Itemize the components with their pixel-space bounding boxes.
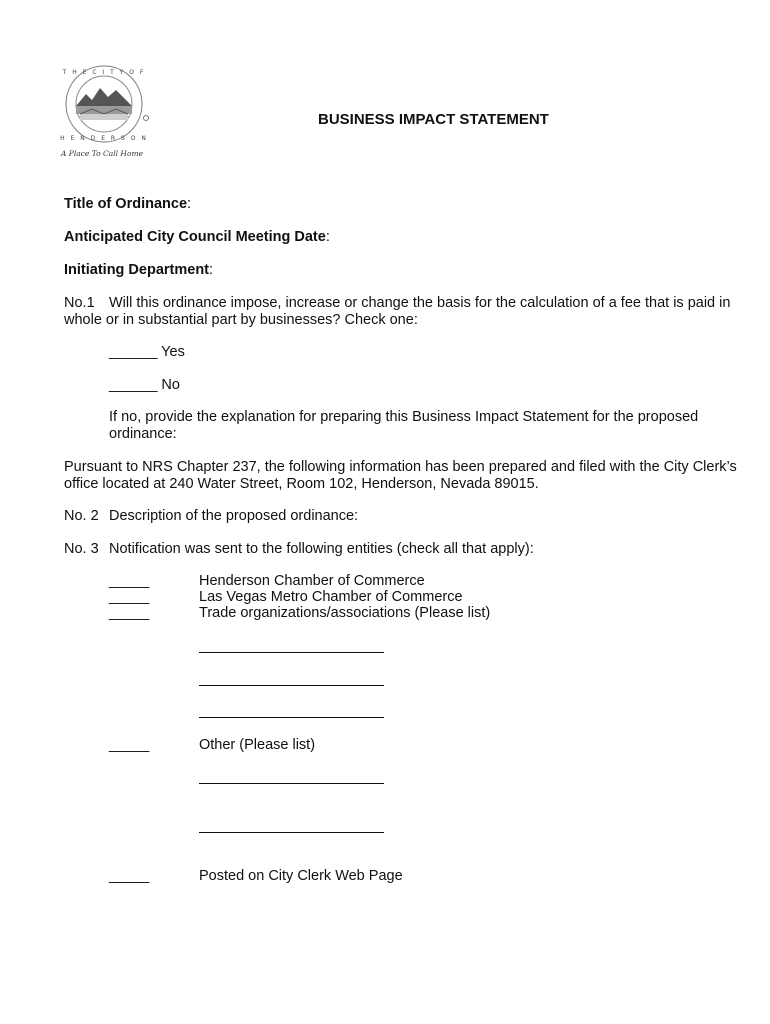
entity-trade-organizations: Trade organizations/associations (Please list): [199, 605, 491, 621]
q1-number: No.1: [64, 295, 95, 311]
trade-org-entry-line[interactable]: [199, 717, 384, 718]
option-label: Yes: [161, 344, 185, 360]
q2-text: Description of the proposed ordinance:: [109, 508, 359, 524]
entity-checkbox-blank[interactable]: _____: [109, 868, 150, 884]
entity-checkbox-blank[interactable]: _____: [109, 573, 150, 589]
q2-number: No. 2: [64, 508, 99, 524]
city-of-henderson-logo: [58, 64, 158, 160]
trade-org-entry-line[interactable]: [199, 685, 384, 686]
other-entry-line[interactable]: [199, 832, 384, 833]
q3-number: No. 3: [64, 541, 99, 557]
entity-las-vegas-chamber: Las Vegas Metro Chamber of Commerce: [199, 589, 463, 605]
pursuant-line1: Pursuant to NRS Chapter 237, the following information has been prepared and filed with the City Clerk’s: [64, 459, 737, 475]
pursuant-line2: office located at 240 Water Street, Room 102, Henderson, Nevada 89015.: [64, 476, 539, 492]
entity-checkbox-blank[interactable]: _____: [109, 605, 150, 621]
checkbox-blank[interactable]: ______: [109, 344, 158, 360]
svg-text:A Place To Call Home: A Place To Call Home: [60, 149, 144, 158]
q1-if-no-line2: ordinance:: [109, 426, 177, 442]
checkbox-blank[interactable]: ______: [109, 377, 158, 393]
q1-option-yes[interactable]: [109, 344, 185, 361]
q1-text-line2: whole or in substantial part by businesses? Check one:: [64, 312, 418, 328]
entity-posted-web-page: Posted on City Clerk Web Page: [199, 868, 403, 884]
q1-text-line1: Will this ordinance impose, increase or change the basis for the calculation of a fee that is paid in: [109, 295, 731, 311]
q1-if-no-line1: If no, provide the explanation for preparing this Business Impact Statement for the proposed: [109, 409, 699, 425]
entity-other: Other (Please list): [199, 737, 316, 753]
field-title-of-ordinance: Title of Ordinance:: [64, 196, 192, 212]
svg-text:T H E C I T Y O F: T H E C I T Y O F: [62, 69, 146, 76]
option-label: No: [161, 377, 180, 393]
svg-text:H E N D E R S O N: H E N D E R S O N: [60, 135, 148, 142]
document-title: BUSINESS IMPACT STATEMENT: [318, 111, 549, 128]
entity-checkbox-blank[interactable]: _____: [109, 589, 150, 605]
field-initiating-department: Initiating Department:: [64, 262, 214, 278]
entity-henderson-chamber: Henderson Chamber of Commerce: [199, 573, 425, 589]
q3-text: Notification was sent to the following entities (check all that apply):: [109, 541, 534, 557]
entity-checkbox-blank[interactable]: _____: [109, 737, 150, 753]
q1-option-no[interactable]: [109, 377, 180, 394]
trade-org-entry-line[interactable]: [199, 652, 384, 653]
field-council-meeting-date: Anticipated City Council Meeting Date:: [64, 229, 330, 245]
other-entry-line[interactable]: [199, 783, 384, 784]
